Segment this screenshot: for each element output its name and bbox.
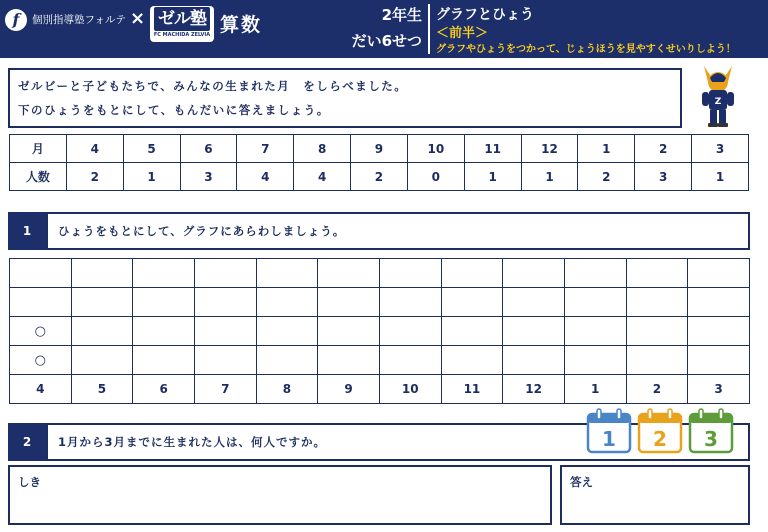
graph-cell[interactable] <box>194 346 256 375</box>
graph-grid <box>9 258 750 404</box>
graph-x-label: 9 <box>318 375 380 404</box>
graph-cell[interactable] <box>10 259 72 288</box>
question-2-number: 2 <box>8 423 46 461</box>
month-header-cell: 月 <box>10 135 67 163</box>
work-label: しき <box>18 475 41 489</box>
unit-title: グラフとひょう <box>436 7 534 23</box>
graph-x-label: 4 <box>10 375 72 404</box>
graph-row <box>10 346 750 375</box>
month-cell: 12 <box>521 135 578 163</box>
difficulty-1-calendar-icon <box>586 408 632 454</box>
forte-logo-icon: f <box>5 9 27 31</box>
graph-x-label: 8 <box>256 375 318 404</box>
count-cell: 4 <box>294 163 351 191</box>
graph-cell[interactable] <box>688 288 750 317</box>
intro-line-2: 下のひょうをもとにして、もんだいに答えましょう。 <box>18 103 330 117</box>
graph-x-axis-row <box>10 375 750 404</box>
count-cell: 1 <box>464 163 521 191</box>
count-cell: 3 <box>180 163 237 191</box>
question-1-number: 1 <box>8 212 46 250</box>
graph-cell[interactable] <box>626 317 688 346</box>
graph-cell[interactable] <box>256 346 318 375</box>
grade-label: 2年生 <box>381 6 422 24</box>
graph-cell[interactable] <box>626 288 688 317</box>
section-label: だい6せつ <box>351 32 422 50</box>
graph-x-label: 5 <box>71 375 133 404</box>
graph-cell[interactable] <box>379 259 441 288</box>
graph-cell[interactable] <box>626 259 688 288</box>
graph-cell[interactable] <box>503 288 565 317</box>
question-2-text: 1月から3月までに生まれた人は、何人ですか。 <box>58 435 327 449</box>
graph-cell[interactable] <box>71 259 133 288</box>
graph-x-label: 6 <box>133 375 195 404</box>
graph-cell[interactable] <box>133 346 195 375</box>
unit-goal: グラフやひょうをつかって、じょうほうを見やすくせいりしよう！ <box>436 44 736 55</box>
graph-cell[interactable] <box>318 317 380 346</box>
graph-cell[interactable] <box>318 346 380 375</box>
graph-row <box>10 288 750 317</box>
graph-cell[interactable] <box>133 317 195 346</box>
count-cell: 1 <box>123 163 180 191</box>
graph-cell[interactable] <box>503 259 565 288</box>
graph-cell[interactable] <box>194 259 256 288</box>
graph-cell[interactable] <box>379 317 441 346</box>
graph-cell[interactable] <box>441 317 503 346</box>
graph-cell[interactable] <box>379 288 441 317</box>
collab-cross: × <box>130 8 146 29</box>
graph-cell[interactable] <box>133 259 195 288</box>
month-cell: 7 <box>237 135 294 163</box>
example-mark: ○ <box>10 346 72 375</box>
graph-x-label: 11 <box>441 375 503 404</box>
graph-x-label: 3 <box>688 375 750 404</box>
graph-row <box>10 317 750 346</box>
graph-cell[interactable] <box>441 288 503 317</box>
graph-cell[interactable] <box>379 346 441 375</box>
count-cell: 2 <box>66 163 123 191</box>
count-cell: 1 <box>521 163 578 191</box>
graph-cell[interactable] <box>441 346 503 375</box>
month-cell: 3 <box>692 135 749 163</box>
graph-x-label: 7 <box>194 375 256 404</box>
graph-x-label: 2 <box>626 375 688 404</box>
graph-cell[interactable] <box>626 346 688 375</box>
graph-cell[interactable] <box>10 288 72 317</box>
count-cell: 3 <box>635 163 692 191</box>
graph-cell[interactable] <box>503 317 565 346</box>
graph-cell[interactable] <box>256 288 318 317</box>
count-cell: 1 <box>692 163 749 191</box>
count-cell: 2 <box>351 163 408 191</box>
graph-cell[interactable] <box>71 317 133 346</box>
month-cell: 4 <box>66 135 123 163</box>
graph-cell[interactable] <box>71 346 133 375</box>
answer-label: 答え <box>570 475 593 489</box>
table-row-counts <box>10 163 749 191</box>
graph-cell[interactable] <box>318 259 380 288</box>
count-cell: 4 <box>237 163 294 191</box>
difficulty-2-label: 2 <box>653 427 667 451</box>
svg-text:Z: Z <box>714 97 722 107</box>
graph-cell[interactable] <box>133 288 195 317</box>
question-1-text: ひょうをもとにして、グラフにあらわしましょう。 <box>58 224 346 238</box>
graph-cell[interactable] <box>564 259 626 288</box>
graph-cell[interactable] <box>564 317 626 346</box>
graph-row <box>10 259 750 288</box>
graph-x-label: 1 <box>564 375 626 404</box>
zelu-logo-title: ゼル塾 <box>154 7 210 31</box>
graph-cell[interactable] <box>318 288 380 317</box>
count-cell: 2 <box>578 163 635 191</box>
graph-cell[interactable] <box>564 346 626 375</box>
graph-x-label: 10 <box>379 375 441 404</box>
difficulty-3-calendar-icon <box>688 408 734 454</box>
month-cell: 8 <box>294 135 351 163</box>
graph-cell[interactable] <box>256 259 318 288</box>
example-mark: ○ <box>10 317 72 346</box>
intro-line-1: ゼルビーと子どもたちで、みんなの生まれた月 をしらべました。 <box>18 79 408 93</box>
brand-name: 個別指導塾フォルテ <box>32 14 126 26</box>
unit-part: ＜前半＞ <box>436 26 489 41</box>
work-input-box[interactable] <box>8 465 552 525</box>
month-cell: 1 <box>578 135 635 163</box>
graph-cell[interactable] <box>256 317 318 346</box>
graph-cell[interactable] <box>71 288 133 317</box>
count-header-cell: 人数 <box>10 163 67 191</box>
table-row-months <box>10 135 749 163</box>
graph-cell[interactable] <box>688 317 750 346</box>
graph-cell[interactable] <box>503 346 565 375</box>
difficulty-2-calendar-icon <box>637 408 683 454</box>
month-cell: 6 <box>180 135 237 163</box>
header-divider <box>428 4 430 54</box>
graph-x-label: 12 <box>503 375 565 404</box>
intro-box <box>8 68 682 128</box>
graph-cell[interactable] <box>688 346 750 375</box>
zelu-logo-subtitle: FC MACHIDA ZELVIA <box>153 32 211 38</box>
month-cell: 10 <box>407 135 464 163</box>
subject-title: 算数 <box>220 14 263 36</box>
graph-cell[interactable] <box>194 288 256 317</box>
graph-cell[interactable] <box>688 259 750 288</box>
month-cell: 11 <box>464 135 521 163</box>
difficulty-1-label: 1 <box>602 427 616 451</box>
birth-month-table <box>9 134 749 191</box>
mascot-icon <box>694 62 742 128</box>
difficulty-3-label: 3 <box>704 427 718 451</box>
graph-cell[interactable] <box>194 317 256 346</box>
month-cell: 9 <box>351 135 408 163</box>
graph-cell[interactable] <box>441 259 503 288</box>
count-cell: 0 <box>407 163 464 191</box>
month-cell: 2 <box>635 135 692 163</box>
month-cell: 5 <box>123 135 180 163</box>
graph-cell[interactable] <box>564 288 626 317</box>
